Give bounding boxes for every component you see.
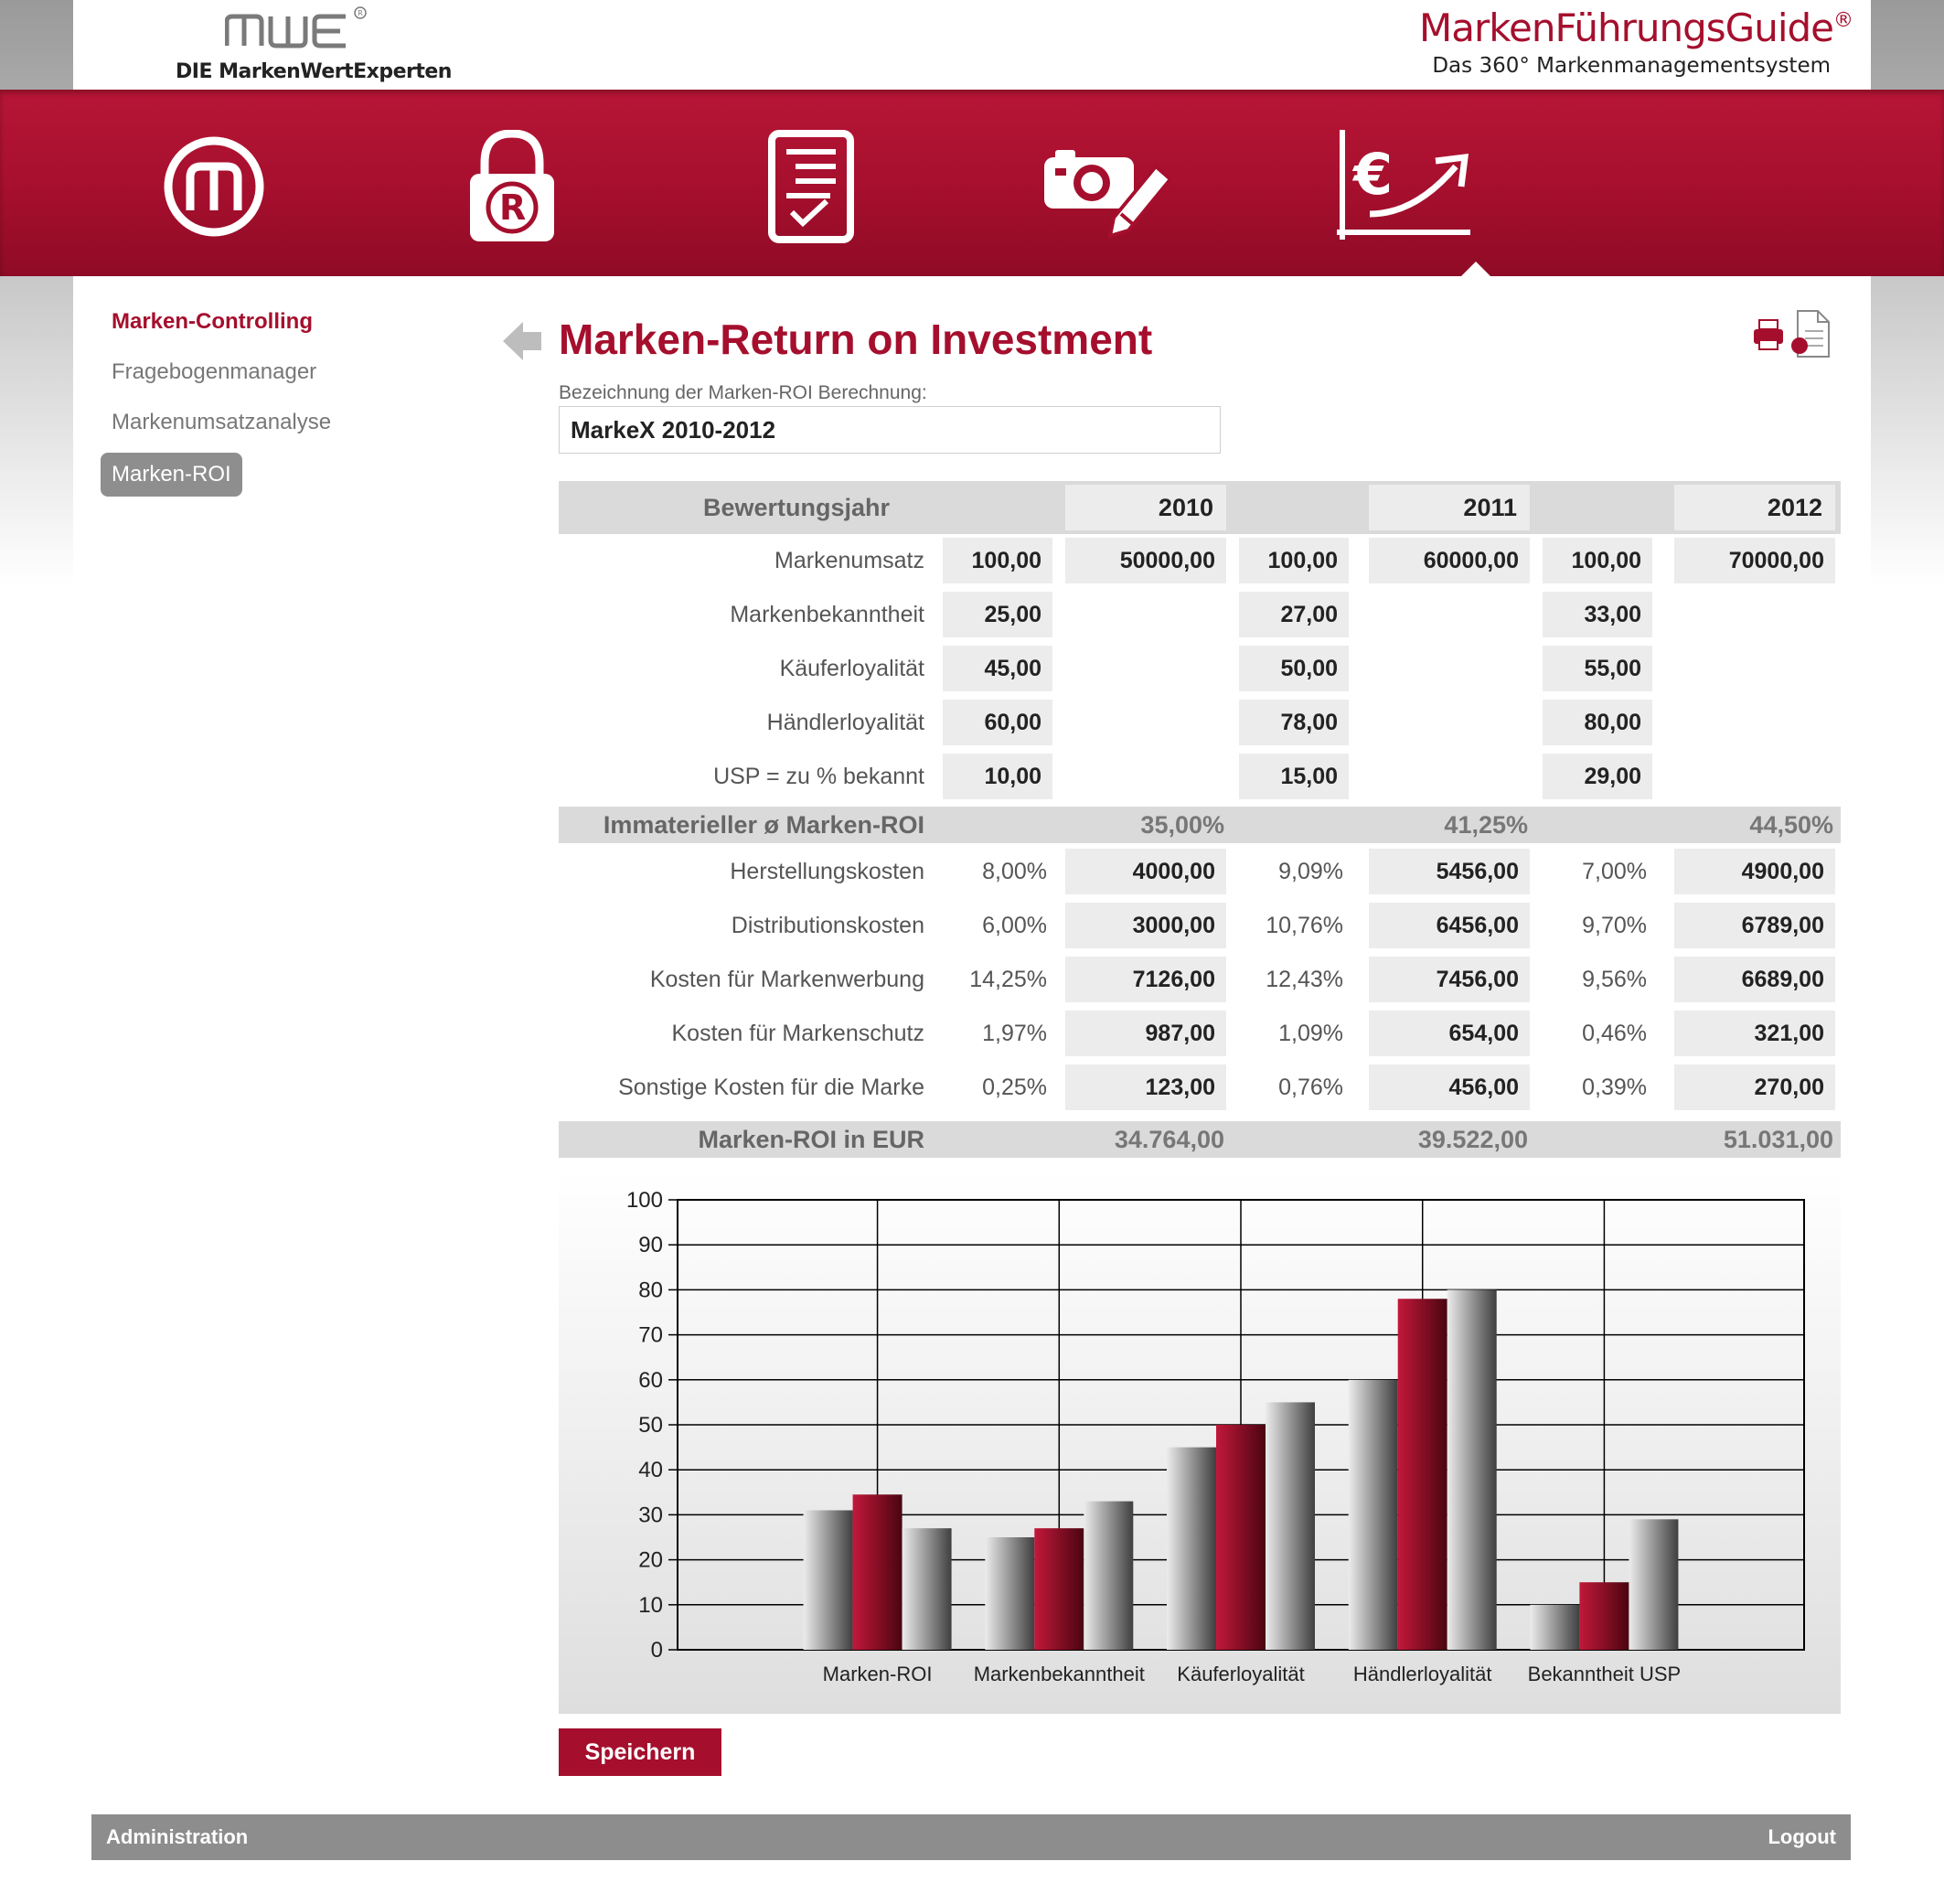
pdf-export-icon[interactable] <box>1790 309 1831 358</box>
roi-eur-row <box>559 1121 1841 1158</box>
y-tick-label: 100 <box>625 1188 663 1213</box>
cost-percent: 9,70% <box>1582 913 1647 938</box>
cost-cell[interactable]: 7456,00 <box>1369 957 1530 1002</box>
input-cell[interactable]: 55,00 <box>1543 646 1652 691</box>
cost-percent: 1,97% <box>982 1021 1047 1046</box>
input-cell[interactable]: 70000,00 <box>1674 538 1835 583</box>
print-icon[interactable] <box>1752 318 1785 355</box>
bar-markenbekanntheit-s1 <box>1034 1528 1084 1650</box>
cost-percent: 9,09% <box>1278 859 1343 884</box>
y-tick-label: 90 <box>638 1233 663 1258</box>
input-row <box>559 646 1841 691</box>
cost-cell[interactable]: 456,00 <box>1369 1064 1530 1110</box>
row-label: Kosten für Markenschutz <box>671 1021 924 1046</box>
input-row <box>559 592 1841 637</box>
footer-bar <box>91 1814 1851 1860</box>
cost-percent: 12,43% <box>1266 967 1343 992</box>
y-tick-label: 10 <box>638 1592 663 1618</box>
sidebar-item-marken-roi[interactable]: Marken-ROI <box>101 453 242 497</box>
immaterial-roi-value: 44,50% <box>1749 811 1833 839</box>
immaterial-roi-row <box>559 807 1841 843</box>
cost-percent: 1,09% <box>1278 1021 1343 1046</box>
roi-eur-value: 51.031,00 <box>1723 1126 1833 1153</box>
row-label: USP = zu % bekannt <box>713 764 924 789</box>
nav-markenschutz[interactable] <box>457 130 585 243</box>
input-cell[interactable]: 25,00 <box>943 592 1052 637</box>
input-cell[interactable]: 100,00 <box>943 538 1052 583</box>
cost-cell[interactable]: 321,00 <box>1674 1011 1835 1056</box>
input-row <box>559 754 1841 799</box>
roi-name-label: Bezeichnung der Marken-ROI Berechnung: <box>559 382 927 403</box>
year-1: 2011 <box>1369 485 1530 530</box>
input-cell[interactable]: 50,00 <box>1239 646 1349 691</box>
input-cell[interactable]: 100,00 <box>1239 538 1349 583</box>
input-cell[interactable]: 78,00 <box>1239 700 1349 745</box>
nav-marke[interactable] <box>155 130 283 243</box>
bar-k-uferloyalit-t-s0 <box>1167 1448 1216 1650</box>
input-cell[interactable]: 60000,00 <box>1369 538 1530 583</box>
row-label: Markenbekanntheit <box>730 602 924 627</box>
year-header-label: Bewertungsjahr <box>702 494 891 521</box>
cost-percent: 0,46% <box>1582 1021 1647 1046</box>
administration-link[interactable]: Administration <box>106 1825 249 1848</box>
row-label: Kosten für Markenwerbung <box>649 967 924 992</box>
sidebar <box>101 309 375 521</box>
bar-h-ndlerloyalit-t-s2 <box>1447 1289 1497 1650</box>
cost-row <box>559 1064 1841 1110</box>
cost-percent: 0,25% <box>982 1075 1047 1100</box>
product-title <box>1419 5 1853 78</box>
checklist-tablet-icon <box>759 130 887 243</box>
bar-h-ndlerloyalit-t-s0 <box>1349 1380 1398 1650</box>
cost-cell[interactable]: 123,00 <box>1065 1064 1226 1110</box>
cost-row <box>559 849 1841 894</box>
roi-bar-chart <box>559 1169 1841 1714</box>
roi-eur-value: 39.522,00 <box>1417 1126 1528 1153</box>
page <box>73 0 1871 1904</box>
logout-link[interactable]: Logout <box>1768 1825 1836 1848</box>
cost-percent: 10,76% <box>1266 913 1343 938</box>
input-row <box>559 538 1841 583</box>
save-button[interactable]: Speichern <box>559 1728 721 1776</box>
bar-h-ndlerloyalit-t-s1 <box>1398 1299 1447 1650</box>
input-cell[interactable]: 10,00 <box>943 754 1052 799</box>
cost-percent: 0,76% <box>1278 1075 1343 1100</box>
cost-row <box>559 957 1841 1002</box>
cost-row <box>559 903 1841 948</box>
bar-bekanntheit-usp-s2 <box>1629 1519 1678 1650</box>
sidebar-item-marken-controlling[interactable]: Marken-Controlling <box>112 309 313 334</box>
product-subtitle: Das 360° Markenmanagementsystem <box>1432 54 1831 78</box>
input-cell[interactable]: 80,00 <box>1543 700 1652 745</box>
year-0: 2010 <box>1065 485 1226 530</box>
cost-cell[interactable]: 270,00 <box>1674 1064 1835 1110</box>
roi-eur-label: Marken-ROI in EUR <box>698 1126 924 1153</box>
bar-bekanntheit-usp-s0 <box>1530 1605 1579 1650</box>
immaterial-roi-value: 41,25% <box>1444 811 1528 839</box>
cost-percent: 9,56% <box>1582 967 1647 992</box>
brand-tagline: DIE MarkenWertExperten <box>176 60 452 83</box>
input-cell[interactable]: 27,00 <box>1239 592 1349 637</box>
input-cell[interactable]: 100,00 <box>1543 538 1652 583</box>
input-row <box>559 700 1841 745</box>
y-tick-label: 50 <box>638 1413 663 1438</box>
cost-cell[interactable]: 987,00 <box>1065 1011 1226 1056</box>
lock-registered-icon <box>457 130 585 243</box>
y-tick-label: 30 <box>638 1503 663 1528</box>
input-cell[interactable]: 50000,00 <box>1065 538 1226 583</box>
bar-k-uferloyalit-t-s2 <box>1266 1402 1315 1650</box>
x-category-label: Markenbekanntheit <box>973 1663 1145 1685</box>
cost-percent: 7,00% <box>1582 859 1647 884</box>
y-tick-label: 70 <box>638 1322 663 1348</box>
cost-cell[interactable]: 6789,00 <box>1674 903 1835 948</box>
input-cell[interactable]: 45,00 <box>943 646 1052 691</box>
active-nav-pointer <box>1459 262 1492 278</box>
y-tick-label: 60 <box>638 1367 663 1393</box>
bar-marken-roi-s2 <box>903 1528 952 1650</box>
cost-cell[interactable]: 654,00 <box>1369 1011 1530 1056</box>
y-tick-label: 20 <box>638 1547 663 1573</box>
cost-cell[interactable]: 3000,00 <box>1065 903 1226 948</box>
immaterial-roi-value: 35,00% <box>1140 811 1224 839</box>
row-label: Distributionskosten <box>731 913 924 938</box>
mwe-logo-mark <box>225 5 371 53</box>
main-nav <box>0 90 1944 276</box>
year-header-row <box>559 481 1841 534</box>
row-label: Händlerloyalität <box>766 710 924 735</box>
camera-pencil-icon <box>1042 130 1180 243</box>
sidebar-item-markenumsatzanalyse[interactable]: Markenumsatzanalyse <box>112 410 332 434</box>
nav-controlling[interactable] <box>1333 130 1479 243</box>
bar-bekanntheit-usp-s1 <box>1579 1582 1629 1650</box>
bar-k-uferloyalit-t-s1 <box>1216 1425 1266 1650</box>
row-label: Markenumsatz <box>774 548 924 573</box>
product-name <box>1419 5 1853 50</box>
cost-cell[interactable]: 7126,00 <box>1065 957 1226 1002</box>
cost-cell[interactable]: 6689,00 <box>1674 957 1835 1002</box>
x-category-label: Bekanntheit USP <box>1527 1663 1682 1685</box>
roi-chart <box>559 1169 1841 1714</box>
euro-growth-chart-icon <box>1333 130 1479 243</box>
cost-percent: 8,00% <box>982 859 1047 884</box>
row-label: Herstellungskosten <box>730 859 924 884</box>
row-label: Käuferloyalität <box>779 656 924 681</box>
y-tick-label: 80 <box>638 1278 663 1303</box>
cost-cell[interactable]: 6456,00 <box>1369 903 1530 948</box>
sidebar-item-fragebogenmanager[interactable]: Fragebogenmanager <box>112 359 317 384</box>
x-category-label: Händlerloyalität <box>1352 1663 1492 1685</box>
cost-row <box>559 1011 1841 1056</box>
cost-percent: 14,25% <box>969 967 1047 992</box>
cost-cell[interactable]: 4900,00 <box>1674 849 1835 894</box>
x-category-label: Käuferloyalität <box>1177 1663 1305 1685</box>
back-arrow-icon[interactable] <box>499 318 545 364</box>
cost-percent: 0,39% <box>1582 1075 1647 1100</box>
year-2: 2012 <box>1674 485 1835 530</box>
nav-medien[interactable] <box>1042 130 1170 243</box>
roi-name-input[interactable] <box>559 406 1221 454</box>
svg-text:R: R <box>499 187 527 228</box>
input-cell[interactable]: 33,00 <box>1543 592 1652 637</box>
input-cell[interactable]: 15,00 <box>1239 754 1349 799</box>
bar-markenbekanntheit-s0 <box>985 1537 1034 1650</box>
x-category-label: Marken-ROI <box>822 1663 933 1685</box>
mwe-logo[interactable] <box>150 5 452 88</box>
y-tick-label: 0 <box>650 1638 663 1663</box>
bar-markenbekanntheit-s2 <box>1084 1502 1133 1650</box>
cost-cell[interactable]: 4000,00 <box>1065 849 1226 894</box>
input-cell[interactable]: 60,00 <box>943 700 1052 745</box>
immaterial-roi-label: Immaterieller ø Marken-ROI <box>603 811 924 839</box>
cost-percent: 6,00% <box>982 913 1047 938</box>
cost-cell[interactable]: 5456,00 <box>1369 849 1530 894</box>
product-name-text: MarkenFührungsGuide <box>1418 5 1833 50</box>
registered-mark: ® <box>1833 9 1853 32</box>
y-tick-label: 40 <box>638 1458 663 1483</box>
svg-text:R: R <box>358 9 363 17</box>
bar-marken-roi-s1 <box>853 1494 903 1650</box>
roi-eur-value: 34.764,00 <box>1114 1126 1224 1153</box>
page-title: Marken-Return on Investment <box>559 316 1153 363</box>
row-label: Sonstige Kosten für die Marke <box>618 1075 924 1100</box>
header <box>73 0 1871 90</box>
input-cell[interactable]: 29,00 <box>1543 754 1652 799</box>
nav-fragebogen[interactable] <box>759 130 887 243</box>
svg-text:€: € <box>1353 141 1394 208</box>
bar-marken-roi-s0 <box>804 1510 853 1650</box>
m-circle-icon <box>155 130 283 243</box>
